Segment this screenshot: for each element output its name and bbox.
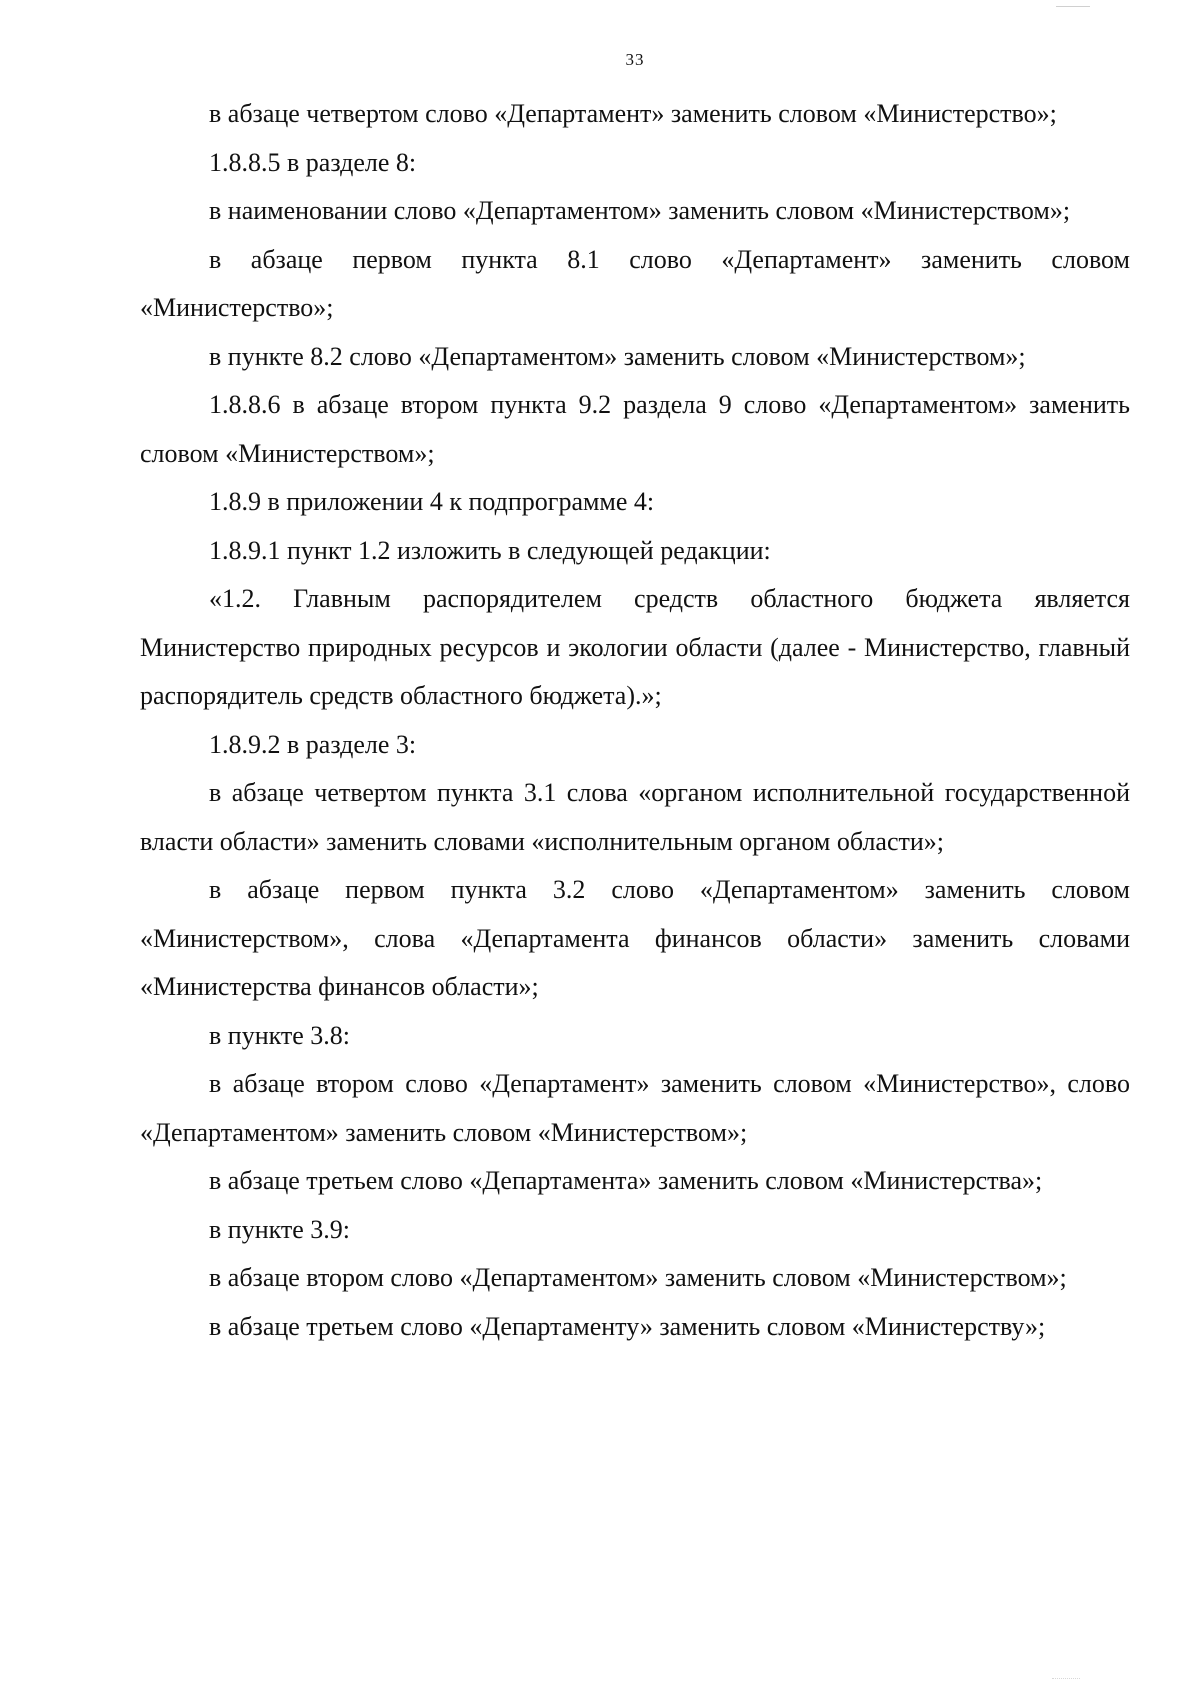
paragraph: в абзаце четвертом слово «Департамент» заменить словом «Министерство»;: [209, 99, 1057, 128]
paragraph: в пункте 3.8:: [209, 1020, 351, 1050]
scan-artifact-bottom: [1052, 1678, 1080, 1683]
paragraph: 1.8.8.5 в разделе 8:: [209, 147, 417, 177]
paragraph: 1.8.9.2 в разделе 3:: [209, 729, 417, 759]
scan-artifact-top: [1056, 0, 1090, 7]
paragraph: в абзаце первом пункта 3.2 слово «Департаментом» заменить словом «Министерством», слова «Департамента финансов области» заменить словами «Министерства финансов области»;: [140, 875, 1130, 1001]
paragraph: в абзаце третьем слово «Департамента» заменить словом «Министерства»;: [209, 1166, 1043, 1195]
paragraph: 1.8.9 в приложении 4 к подпрограмме 4:: [209, 487, 655, 516]
paragraph: 1.8.8.6 в абзаце втором пункта 9.2 раздела 9 слово «Департаментом» заменить словом «Министерством»;: [140, 390, 1130, 468]
paragraph: в пункте 3.9:: [209, 1214, 351, 1244]
paragraph: в абзаце втором слово «Департамент» заменить словом «Министерство», слово «Департаментом» заменить словом «Министерством»;: [140, 1069, 1130, 1147]
paragraph: в абзаце втором слово «Департаментом» заменить словом «Министерством»;: [209, 1263, 1067, 1292]
document-body: [140, 90, 1130, 1351]
page-number: 33: [625, 50, 645, 69]
paragraph: в наименовании слово «Департаментом» заменить словом «Министерством»;: [209, 196, 1071, 225]
paragraph: 1.8.9.1 пункт 1.2 изложить в следующей редакции:: [209, 535, 771, 565]
paragraph: в абзаце первом пункта 8.1 слово «Департамент» заменить словом «Министерство»;: [140, 244, 1130, 322]
paragraph: «1.2. Главным распорядителем средств областного бюджета является Министерство природных ресурсов и экологии области (далее - Министерство, главный распорядитель средств областного бюджета).»;: [140, 584, 1130, 710]
paragraph: в абзаце третьем слово «Департаменту» заменить словом «Министерству»;: [209, 1311, 1046, 1341]
paragraph: в пункте 8.2 слово «Департаментом» заменить словом «Министерством»;: [209, 341, 1026, 371]
paragraph: в абзаце четвертом пункта 3.1 слова «органом исполнительной государственной власти области» заменить словами «исполнительным органом области»;: [140, 778, 1130, 856]
